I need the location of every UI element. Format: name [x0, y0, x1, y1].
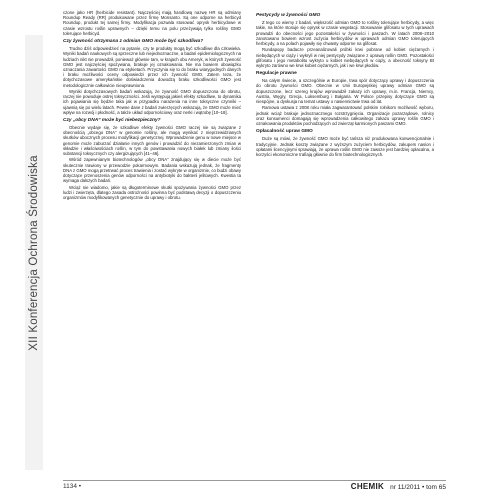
issue-info: nr 11/2011 • tom 65 — [390, 484, 446, 491]
paragraph: Duże są mówi, że żywność GMO może być tańsza niż produkowana konwencjonalnie i tradycyjnie. Jednak koszty związane z wyższym zużyciem herbicydów, zakupem nasion i opłatami licencyjnymi sprawiają, że uprawa roślin GMO nie zawsze jest bardziej opłacalna, a korzyści ekonomiczne trafiają głównie do firm biotechnologicznych. — [256, 136, 434, 157]
left-text-column — [63, 10, 241, 201]
journal-info — [351, 482, 446, 491]
paragraph: czone jako HR (herbicide resistant). Najczęściej mają handlową nazwę HR są odmiany Roundup Ready (RR) produkowane przez firmę Monsanto. Są one odporne na herbicyd Roundup, produkt tej samej firmy. Modyfikacja pozwala stosować oprysk herbicydowe w czasie wzrostu roślin uprawnych – dzięki temu na polu przeżywają tylko rośliny GMO tolerujące herbicyd. — [63, 10, 241, 36]
paragraph: Trudno dziś odpowiedzieć na pytanie, czy te produkty mogą być szkodliwe dla człowieka. Wyniki badań naukowych są sprzeczne lub niejednoznaczne, a badań epidemiologicznych na ludziach nikt nie prowadził, ponieważ głównie tam, w krajach obu Ameryk, w których żywność GMO jest najczęściej spożywana, brakuje jej oznakowania. Nie ma bowiem obowiązku oznaczania zawartości GMO na etykietach. Przyczynia się to do braku wiarygodnych danych i braku możliwości oceny odpowiedzi przez ich żywność GMO. Zatem teza, że dotychczasowe amerykańskie doświadczenia dowodzą braku szkodliwości GMO jest metodologicznie całkowicie nieuprawniona. — [63, 46, 241, 88]
section-heading: Pestycydy w żywności GMO — [256, 13, 321, 18]
footer-rule — [63, 480, 446, 481]
conference-sidebar — [25, 35, 43, 470]
journal-name: CHEMIK — [350, 482, 385, 491]
page-number: 1134 • — [63, 483, 82, 490]
section-heading: Regulacje prawne — [256, 71, 297, 77]
paragraph: Z tego co wiemy z badań, większość odmian GMO to rośliny tolerujące herbicydy, a więc takie, na które stosuje się oprysk w czasie wegetacji. Stosowanie glifosatu w tych uprawach prowadzi do obecności jego pozostałości w żywności i paszach. W latach 2008–2010 zanotowano bowiem wzrost zużycia herbicydów w uprawach odmian GMO tolerujących herbicydy, a na polach pojawiły się chwasty odporne na glifosat. — [256, 20, 434, 46]
paragraph: Na całym świecie, a szczególnie w Europie, trwa spór dotyczący uprawy i dopuszczenia do obrotu żywności GMO. Obecnie w Unii Europejskiej uprawy odmian GMO są dopuszczone, lecz szereg krajów wprowadził zakazy ich uprawy, m.in. Francja, Niemcy, Austria, Węgry, Grecja, Luksemburg i Bułgaria. W Polsce przepisy dotyczące GMO są niespójne, a dyskusja na temat ustawy o nasiennictwie trwa od lat. — [256, 78, 434, 105]
section-heading: Czy „obcy DNA” może być niebezpieczny? — [63, 117, 161, 123]
paragraph: Obecnie wydaje się, że szkodliwe efekty żywności GMO raczej nie są związane z obecnością „obcego DNA” w genomie rośliny, ale mogą wynikać z nieprzewidzianych skutków ubocznych procesu modyfikacji genetycznej. Wprowadzenie genu w nowe miejsce w genomie może zaburzać działanie innych genów i prowadzić do niezamierzonych zmian w składzie i właściwościach roślin, w tym do powstawania nowych białek lub zmiany ilości substancji toksycznych czy alergizujących [41–46]. — [63, 125, 241, 157]
page-footer — [63, 480, 446, 494]
conference-title: XII Konferencja Ochrona Środowiska — [28, 155, 40, 351]
paragraph: Wciąż nie wiadomo, jakie są długoterminowe skutki spożywania żywności GMO przez ludzi i zwierzęta, dlatego zasada ostrożności powinna być podstawą decyzji o dopuszczeniu organizmów modyfikowanych genetycznie do uprawy i obrotu. — [63, 184, 241, 201]
section-heading: Opłacalność upraw GMO — [256, 129, 313, 135]
right-text-column — [256, 10, 434, 158]
paragraph: Ramowa ustawa z 2008 roku miała zagwarantować polskim rolnikom możliwość wyboru, jednak wciąż brakuje jednoznacznego rozstrzygnięcia. Organizacje pozarządowe, rolnicy oraz konsumenci domagają się wprowadzenia całkowitego zakazu uprawy roślin GMO i oznakowania produktów pochodzących od zwierząt karmionych paszami GMO. — [256, 105, 434, 127]
paragraph: Wyniki dotychczasowych badań wskazują, że żywność GMO dopuszczona do obrotu, raczej nie powoduje ostrej toksyczności. Jeśli występują jakieś efekty szkodliwe, to dynamika ich pojawiania się będzie taka jak w przypadku narażenia na inne toksyczne czynniki – ujawnią się po wielu latach. Pewne dane z badań zwierzęcych wskazują, że GMO może mieć wpływ na rozwój i płodność, a także układ odpornościowy oraz nerki i wątrobę [10–18]. — [63, 88, 241, 115]
paragraph: Rundapopy badacze przeanalizowali próbki krwi pobrane od kobiet ciężarnych i niebędących w ciąży i wykryli w niej pestycydy związane z uprawą roślin GMO. Pozostałości glifosatu i jego metabolitu wykryto u kobiet niebędących w ciąży, a obecność toksyny Bt wykryto zarówno we krwi kobiet ciężarnych, jak i we krwi płodów. — [256, 47, 434, 68]
paragraph: Wśród zapewnianym biotechnologów „obcy DNA” znajdujący się w diecie może być skutecznie trawiony w przewodzie pokarmowym. Badania wskazują jednak, że fragmenty DNA z GMO mogą przetrwać proces trawienia i zostać wykryte w organizmie, co budzi obawy dotyczące przenoszenia genów odporności na antybiotyki do bakterii jelitowych. Kwestia ta wymaga dalszych badań. — [63, 157, 241, 184]
section-heading: Czy żywność otrzymana z odmian GMO może być szkodliwa? — [63, 39, 204, 45]
